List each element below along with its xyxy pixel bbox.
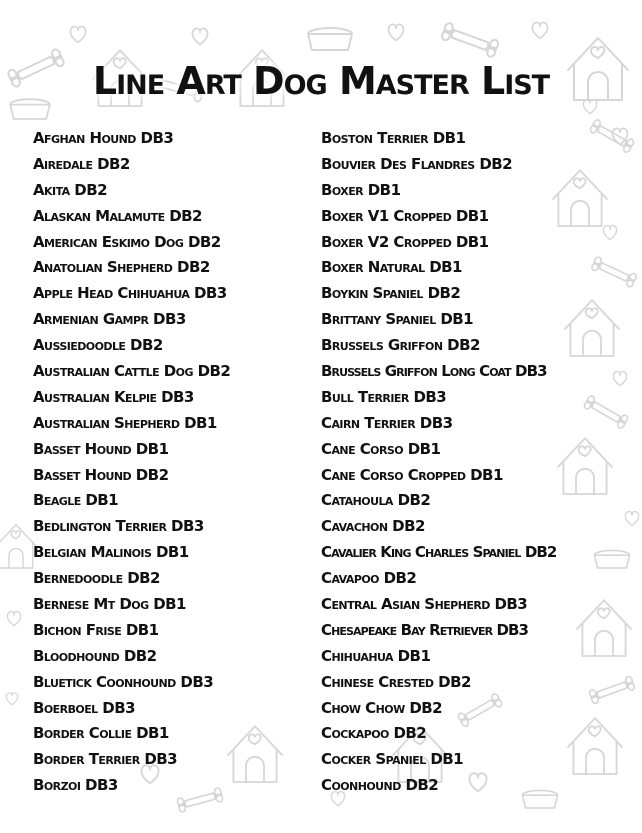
heart-icon: [532, 22, 547, 38]
list-item: Belgian Malinois DB1: [33, 543, 189, 562]
page-title: Line Art Dog Master List: [92, 59, 550, 103]
list-item: Airedale DB2: [33, 154, 130, 173]
list-item: Boston Terrier DB1: [321, 129, 466, 147]
list-item: American Eskimo Dog DB2: [33, 232, 221, 251]
bone-icon: [441, 22, 500, 58]
breed-list-left: [33, 126, 305, 799]
list-item: Brussels Griffon DB2: [321, 336, 480, 355]
list-item: Cocker Spaniel DB1: [321, 750, 463, 769]
heart-icon: [625, 512, 638, 526]
list-item: Chihuahua DB1: [321, 646, 431, 665]
list-item: Cane Corso Cropped DB1: [321, 465, 503, 484]
breed-list-right: [321, 126, 626, 799]
heart-icon: [70, 26, 85, 42]
list-item: Borzoi DB3: [33, 776, 118, 795]
list-item: Coonhound DB2: [321, 776, 439, 795]
list-item: Australian Shepherd DB1: [33, 413, 217, 432]
list-item: Border Collie DB1: [33, 724, 169, 743]
list-item: Brussels Griffon Long Coat DB3: [321, 362, 547, 381]
list-item: Bernese Mt Dog DB1: [33, 595, 186, 614]
list-item: Chow Chow DB2: [321, 698, 443, 717]
list-item: Bernedoodle DB2: [33, 569, 160, 588]
list-item: Cairn Terrier DB3: [321, 413, 453, 432]
list-item: Cavachon DB2: [321, 517, 425, 536]
list-item: Boxer DB1: [321, 180, 401, 199]
list-item: Australian Cattle Dog DB2: [33, 362, 231, 381]
list-item: Boxer V1 Cropped DB1: [321, 206, 489, 225]
list-item: Akita DB2: [33, 180, 107, 199]
list-item: Bedlington Terrier DB3: [33, 517, 204, 536]
list-item: Border Terrier DB3: [33, 750, 177, 769]
list-item: Aussiedoodle DB2: [33, 336, 163, 355]
list-item: Australian Kelpie DB3: [33, 387, 194, 406]
list-item: Bouvier Des Flandres DB2: [321, 154, 512, 173]
heart-icon: [6, 693, 17, 705]
list-item: Brittany Spaniel DB1: [321, 310, 474, 329]
heart-icon: [388, 24, 403, 40]
bowl-icon: [308, 28, 352, 50]
list-item: Basset Hound DB2: [33, 465, 169, 484]
list-item: Armenian Gampr DB3: [33, 310, 186, 329]
list-item: Chesapeake Bay Retriever DB3: [321, 620, 529, 639]
list-item: Boerboel DB3: [33, 698, 135, 717]
list-item: Chinese Crested DB2: [321, 672, 471, 691]
list-item: Afghan Hound DB3: [33, 129, 174, 147]
list-item: Boykin Spaniel DB2: [321, 284, 461, 303]
list-item: Bloodhound DB2: [33, 646, 157, 665]
list-item: Apple Head Chihuahua DB3: [33, 284, 227, 303]
list-item: Cavalier King Charles Spaniel DB2: [321, 543, 557, 562]
list-item: Boxer V2 Cropped DB1: [321, 232, 489, 251]
list-item: Central Asian Shepherd DB3: [321, 595, 528, 614]
list-item: Basset Hound DB1: [33, 439, 169, 458]
list-item: Cockapoo DB2: [321, 724, 427, 743]
list-item: Cane Corso DB1: [321, 439, 441, 458]
list-item: Cavapoo DB2: [321, 569, 417, 588]
list-item: Anatolian Shepherd DB2: [33, 258, 210, 277]
heart-icon: [192, 28, 207, 44]
list-item: Beagle DB1: [33, 491, 119, 510]
list-item: Bichon Frise DB1: [33, 620, 159, 639]
dog-house-icon: [0, 525, 37, 568]
list-item: Catahoula DB2: [321, 491, 431, 510]
list-item: Bluetick Coonhound DB3: [33, 672, 214, 691]
heart-icon: [7, 612, 20, 626]
list-item: Alaskan Malamute DB2: [33, 206, 202, 225]
list-item: Boxer Natural DB1: [321, 258, 462, 277]
list-item: Bull Terrier DB3: [321, 387, 447, 406]
